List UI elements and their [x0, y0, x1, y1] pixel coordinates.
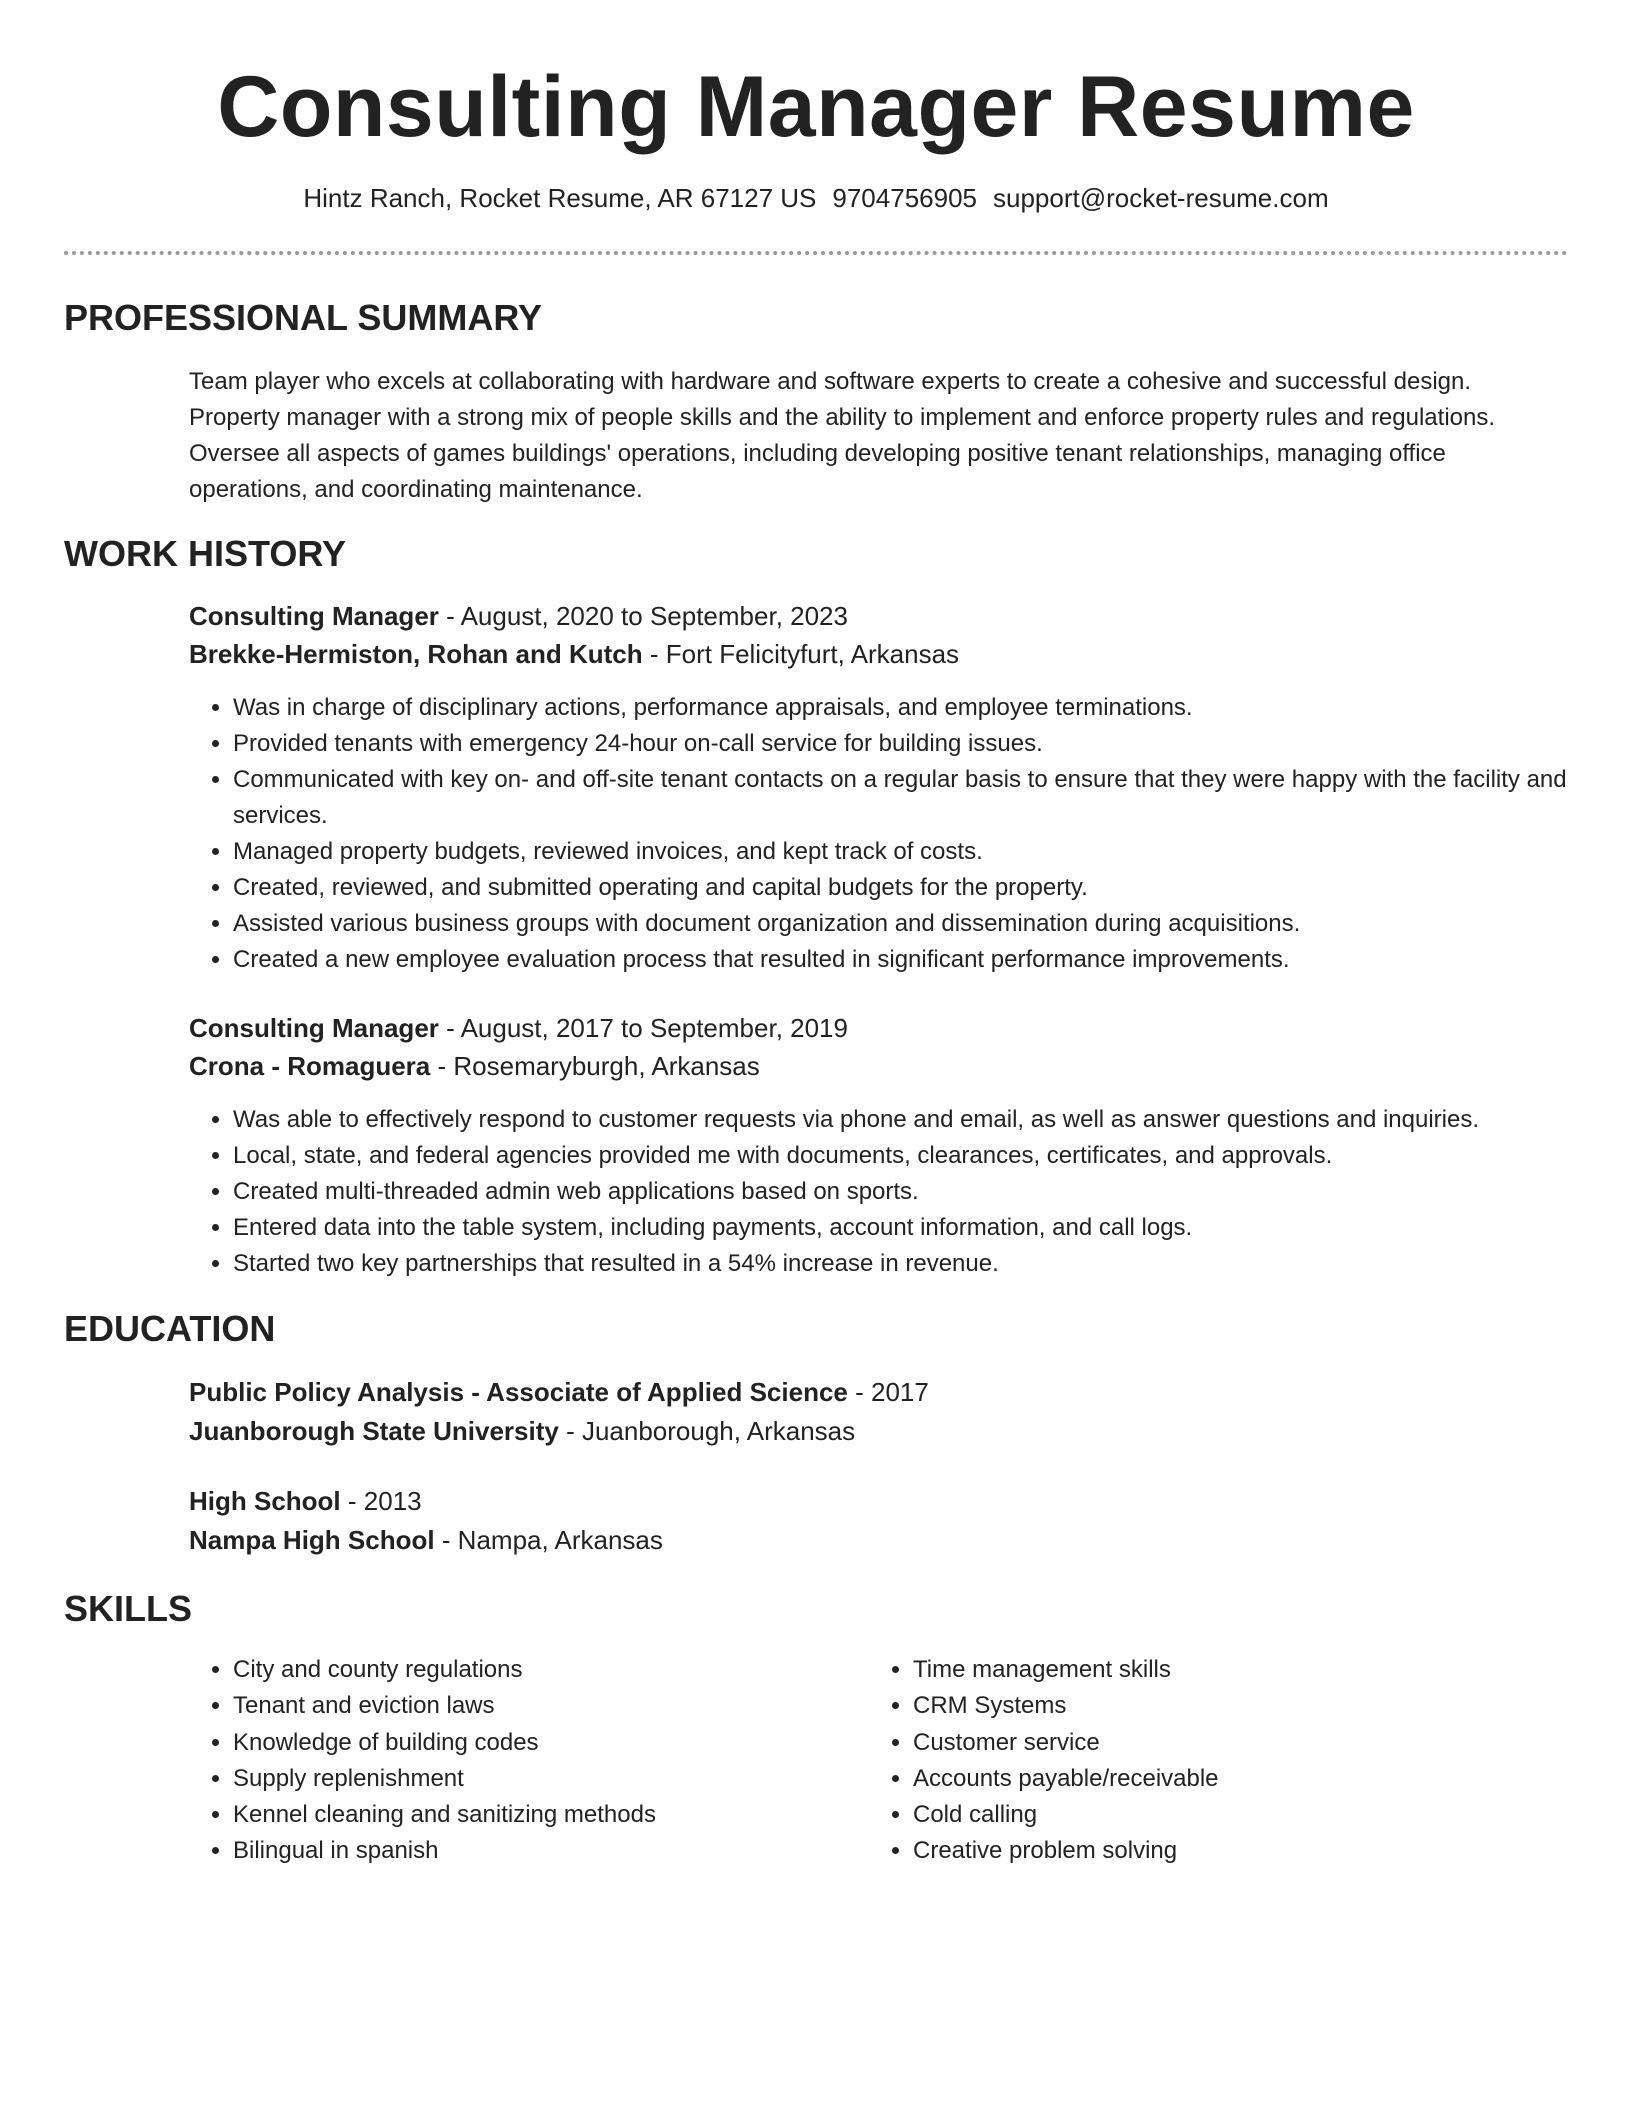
list-item: • Assisted various business groups with document organization and dissemination during acquisitions. — [233, 906, 1578, 942]
list-item: • Provided tenants with emergency 24-hour on-call service for building issues. — [233, 726, 1578, 762]
job-2-title: Consulting Manager — [189, 1013, 439, 1043]
list-item: • Created a new employee evaluation process that resulted in significant performance improvements. — [233, 942, 1578, 978]
job-1-location: - Fort Felicityfurt, Arkansas — [642, 639, 960, 669]
job-2-company: Crona - Romaguera — [189, 1051, 431, 1081]
list-item: • Entered data into the table system, including payments, account information, and call logs. — [233, 1210, 1578, 1246]
list-item: • Communicated with key on- and off-site tenant contacts on a regular basis to ensure that they were happy with the facility and services. — [233, 762, 1578, 834]
education-2-degree-line — [189, 1482, 1559, 1520]
education-1-year: - 2017 — [847, 1377, 929, 1407]
list-item: • Created multi-threaded admin web applications based on sports. — [233, 1174, 1578, 1210]
education-heading: EDUCATION — [64, 1308, 276, 1349]
skill-item: • Customer service — [913, 1725, 1513, 1761]
list-item: • Was able to effectively respond to customer requests via phone and email, as well as answer questions and inquiries. — [233, 1102, 1578, 1138]
education-2-school: Nampa High School — [189, 1525, 435, 1555]
contact-email: support@rocket-resume.com — [993, 183, 1329, 213]
job-1-dates: - August, 2020 to September, 2023 — [438, 601, 848, 631]
skill-item: • Time management skills — [913, 1652, 1513, 1688]
job-1-company-line — [189, 635, 1559, 673]
skills-list-right — [869, 1652, 1513, 1870]
work-history-heading: WORK HISTORY — [64, 533, 347, 574]
job-1-company: Brekke-Hermiston, Rohan and Kutch — [189, 639, 643, 669]
contact-phone: 9704756905 — [832, 183, 977, 213]
job-1-title: Consulting Manager — [189, 601, 439, 631]
education-1-degree-line — [189, 1373, 1559, 1411]
education-1-school-line — [189, 1412, 1559, 1450]
job-1-title-line — [189, 597, 1559, 635]
summary-heading: PROFESSIONAL SUMMARY — [64, 297, 543, 338]
list-item: • Created, reviewed, and submitted operating and capital budgets for the property. — [233, 870, 1578, 906]
skills-list-left — [189, 1652, 833, 1870]
education-2-school-line — [189, 1521, 1559, 1559]
skills-heading: SKILLS — [64, 1588, 193, 1629]
list-item: • Managed property budgets, reviewed invoices, and kept track of costs. — [233, 834, 1578, 870]
skill-item: • Tenant and eviction laws — [233, 1688, 833, 1724]
list-item: • Was in charge of disciplinary actions, performance appraisals, and employee terminations. — [233, 690, 1578, 726]
job-2-dates: - August, 2017 to September, 2019 — [438, 1013, 848, 1043]
education-1-degree: Public Policy Analysis - Associate of Applied Science — [189, 1377, 848, 1407]
job-2-company-line — [189, 1047, 1559, 1085]
education-1-school: Juanborough State University — [189, 1416, 559, 1446]
list-item: • Local, state, and federal agencies provided me with documents, clearances, certificates, and approvals. — [233, 1138, 1578, 1174]
contact-line — [0, 180, 1632, 216]
skill-item: • Supply replenishment — [233, 1761, 833, 1797]
education-2-year: - 2013 — [340, 1486, 422, 1516]
job-1-bullets — [189, 690, 1578, 978]
skill-item: • Kennel cleaning and sanitizing methods — [233, 1797, 833, 1833]
contact-address: Hintz Ranch, Rocket Resume, AR 67127 US — [303, 183, 817, 213]
skill-item: • Creative problem solving — [913, 1833, 1513, 1869]
skill-item: • Cold calling — [913, 1797, 1513, 1833]
education-1-location: - Juanborough, Arkansas — [558, 1416, 856, 1446]
skill-item: • Knowledge of building codes — [233, 1725, 833, 1761]
skill-item: • City and county regulations — [233, 1652, 833, 1688]
job-2-title-line — [189, 1009, 1559, 1047]
job-2-bullets — [189, 1102, 1578, 1282]
list-item: • Started two key partnerships that resulted in a 54% increase in revenue. — [233, 1246, 1578, 1282]
skill-item: • CRM Systems — [913, 1688, 1513, 1724]
skill-item: • Accounts payable/receivable — [913, 1761, 1513, 1797]
education-2-location: - Nampa, Arkansas — [434, 1525, 663, 1555]
header-divider — [64, 251, 1568, 255]
summary-text: Team player who excels at collaborating with hardware and software experts to create a cohesive and successful design. Property manager with a strong mix of people skills and the ability to implement and enforce property rules and regulations. Oversee all aspects of games buildings' operations, including developing positive tenant relationships, managing office operations, and coordinating maintenance. — [189, 368, 1496, 503]
skill-item: • Bilingual in spanish — [233, 1833, 833, 1869]
education-2-degree: High School — [189, 1486, 341, 1516]
job-2-location: - Rosemaryburgh, Arkansas — [430, 1051, 760, 1081]
resume-title: Consulting Manager Resume — [217, 59, 1415, 155]
